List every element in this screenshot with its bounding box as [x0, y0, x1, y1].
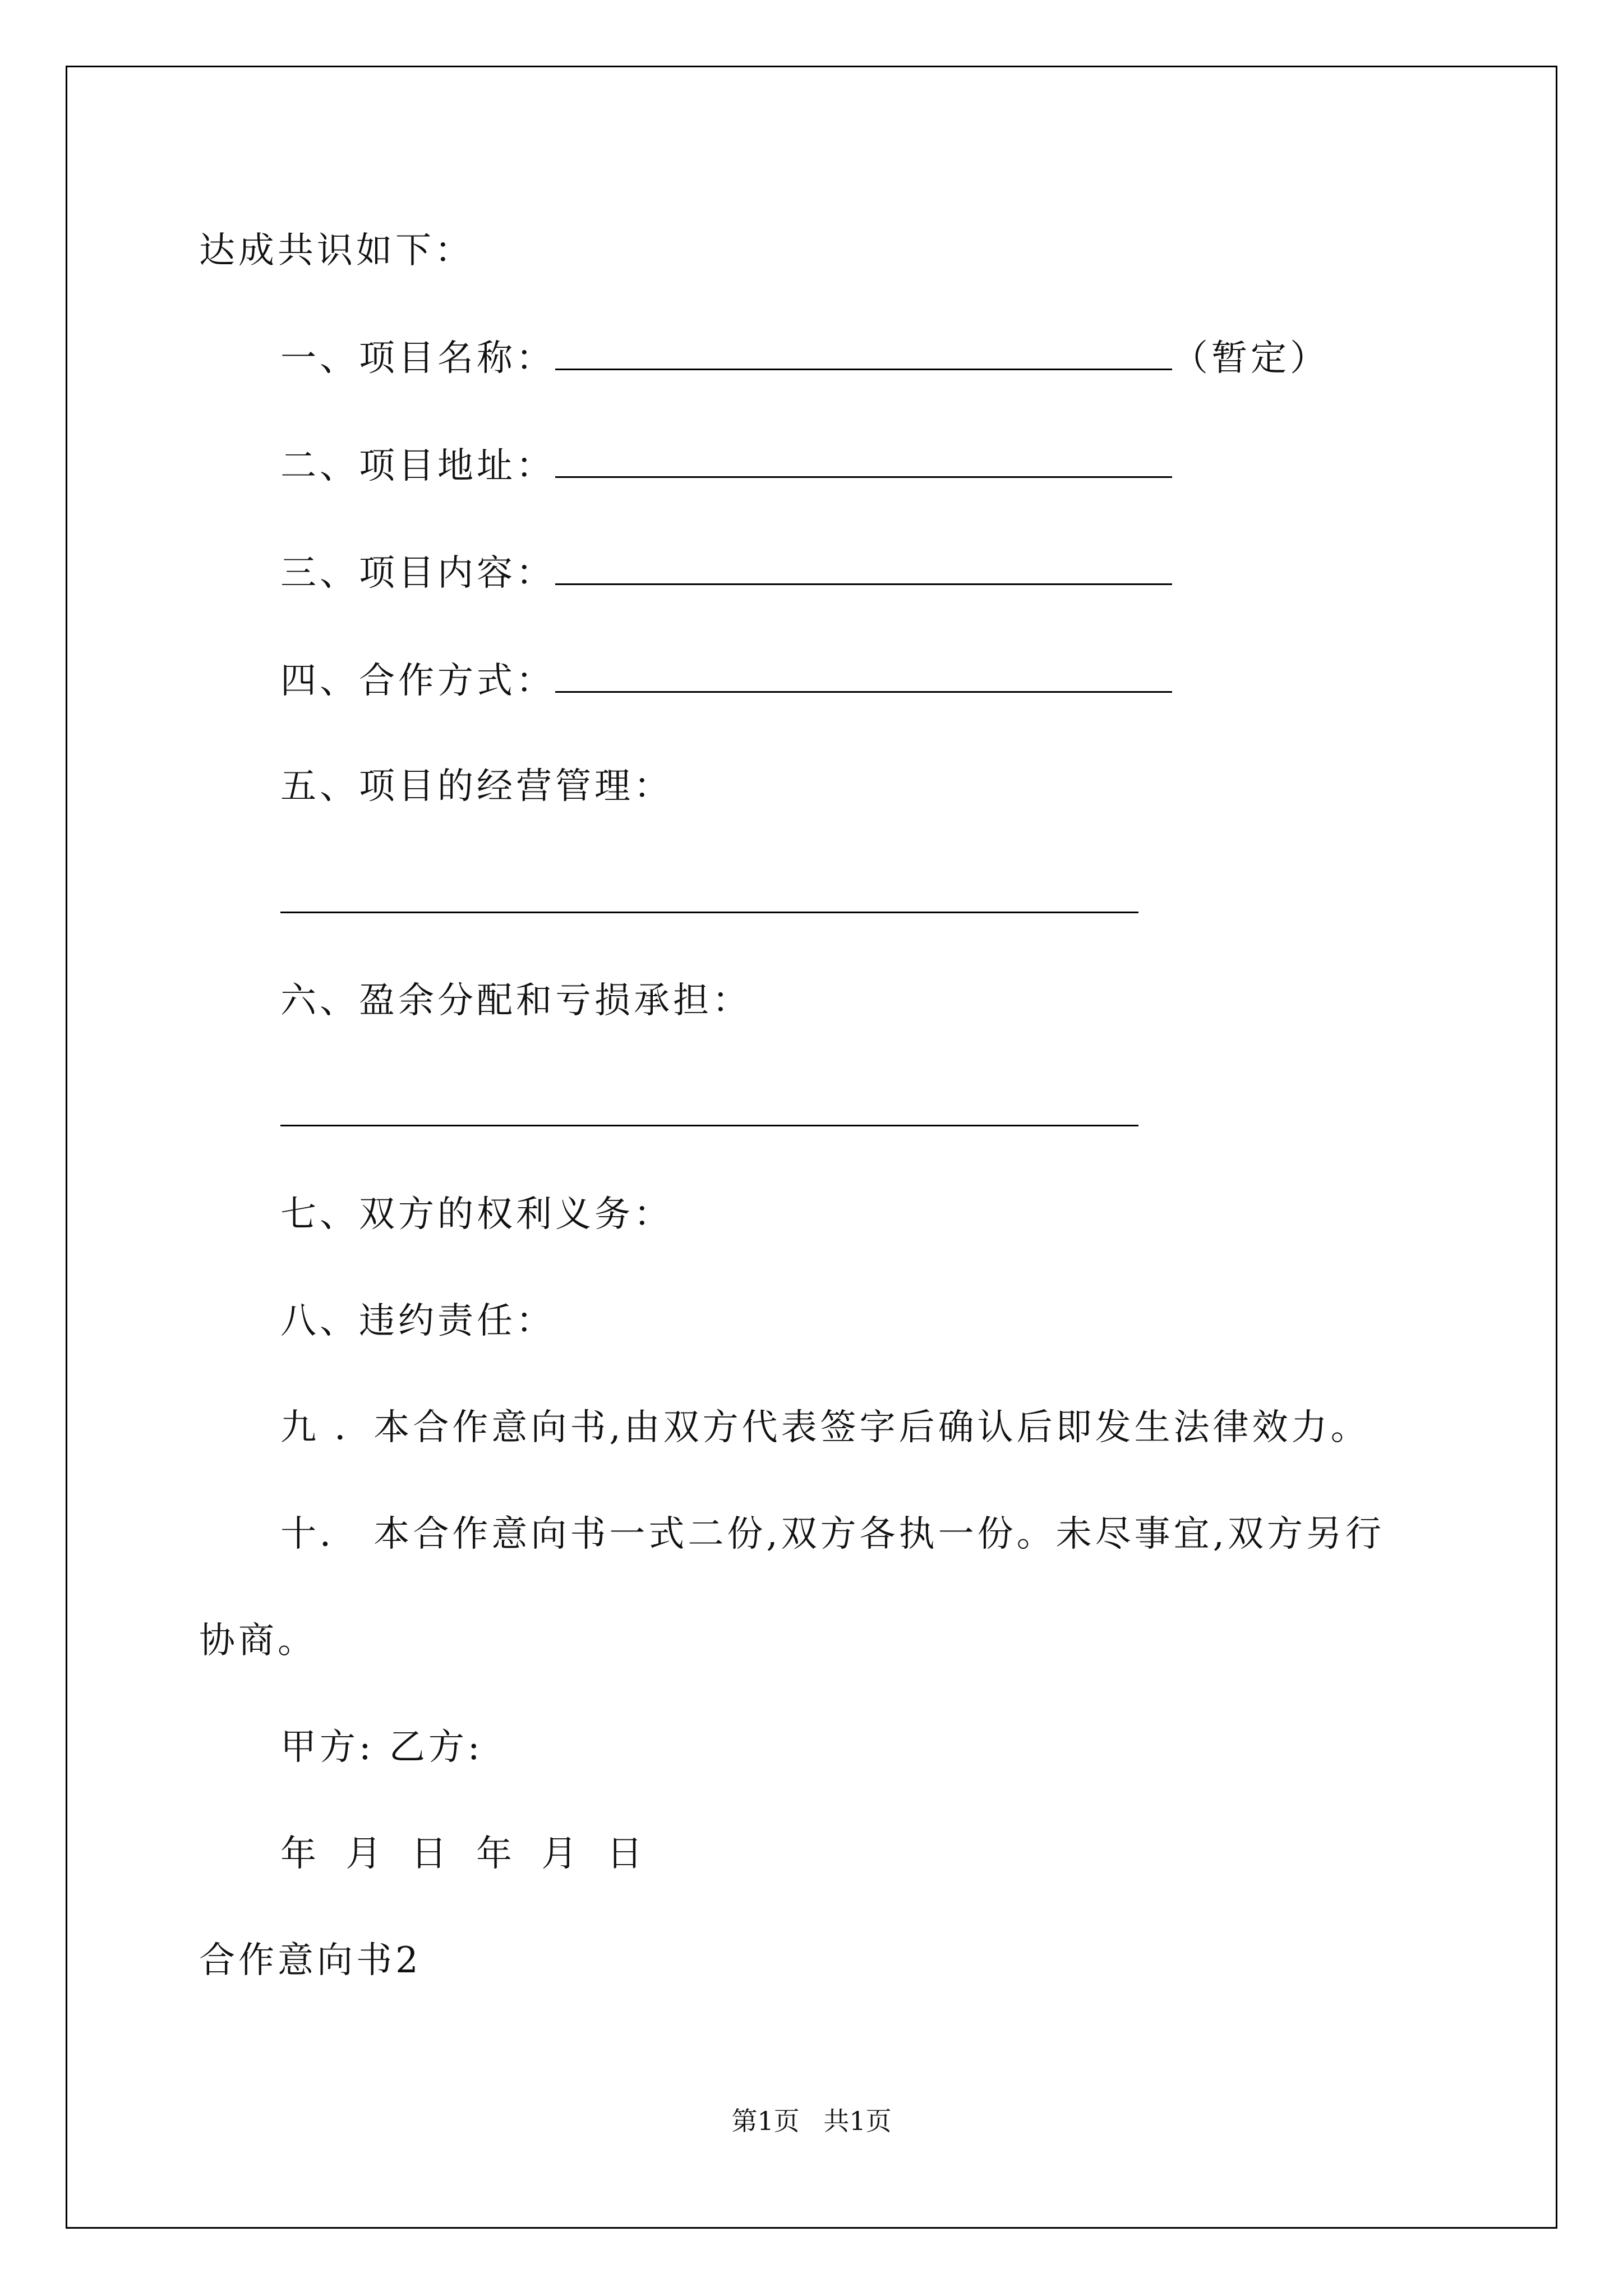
item-2-project-address	[280, 445, 1172, 487]
item-5-blank[interactable]	[280, 912, 1138, 913]
item-1-blank[interactable]	[555, 339, 1172, 370]
item-4-cooperation-method	[280, 660, 1172, 702]
item-9-effectiveness: 九 ．本合作意向书,由双方代表签字后确认后即发生法律效力。	[280, 1407, 1370, 1448]
item-6-blank[interactable]	[280, 1125, 1138, 1126]
item-6-profit-loss: 六、盈余分配和亏损承担：	[280, 980, 751, 1022]
item-5-operation-management: 五、项目的经营管理：	[280, 766, 673, 807]
item-10-continuation: 协商。	[199, 1620, 317, 1662]
item-1-suffix: （暂定）	[1172, 338, 1329, 379]
item-1-project-name	[280, 338, 1329, 379]
next-document-title: 合作意向书2	[199, 1940, 422, 1981]
item-3-project-content	[280, 553, 1172, 594]
item-4-blank[interactable]	[555, 662, 1172, 693]
item-2-label: 二、项目地址：	[280, 445, 555, 487]
page-number: 第1页	[731, 2106, 800, 2136]
parties-line: 甲方: 乙方:	[280, 1727, 483, 1768]
item-4-label: 四、合作方式：	[280, 660, 555, 702]
item-2-blank[interactable]	[555, 447, 1172, 478]
item-7-rights-obligations: 七、双方的权利义务：	[280, 1194, 673, 1235]
dates-line: 年 月 日 年 月 日	[280, 1833, 646, 1875]
item-10-copies: 十． 本合作意向书一式二份,双方各执一份。未尽事宜,双方另行	[280, 1513, 1385, 1555]
page-footer	[0, 2101, 1623, 2138]
item-1-label: 一、项目名称：	[280, 338, 555, 379]
page-total: 共1页	[823, 2106, 892, 2136]
intro-line: 达成共识如下：	[199, 230, 474, 272]
item-3-blank[interactable]	[555, 554, 1172, 585]
item-3-label: 三、项目内容：	[280, 553, 555, 594]
page-border	[66, 66, 1557, 2229]
item-8-liability: 八、违约责任：	[280, 1300, 555, 1342]
